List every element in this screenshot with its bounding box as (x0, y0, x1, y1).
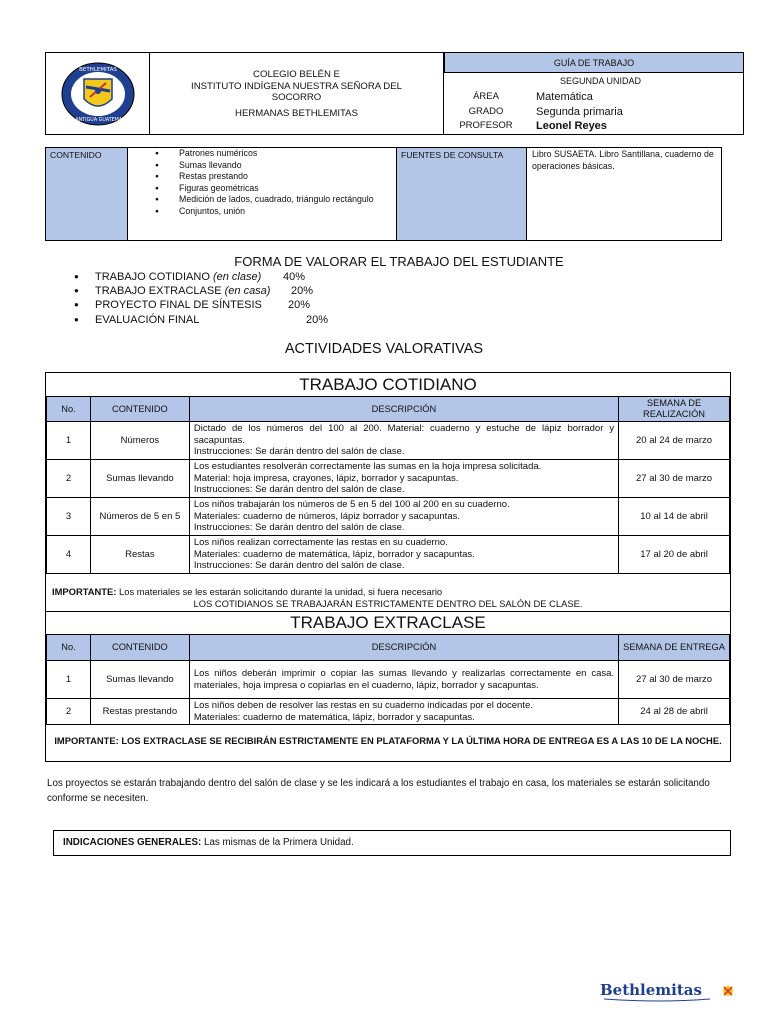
extraclase-title: TRABAJO EXTRACLASE (290, 613, 486, 632)
header-semana: SEMANA DE REALIZACIÓN (619, 397, 730, 422)
contenido-list-cell (128, 148, 397, 240)
school-name-cell (150, 53, 444, 134)
contenido-item: ● Patrones numéricos (155, 148, 405, 160)
bethlemitas-logo-icon (600, 980, 740, 1004)
desc-line: Materiales: cuaderno de matemática, lápiz, borrador y sacapuntas. (193, 548, 475, 560)
valorar-item-pct: 20% (288, 299, 311, 312)
contenido-item: ● Conjuntos, unión (155, 206, 405, 218)
table-row (47, 536, 730, 574)
row-no: 1 (47, 661, 91, 699)
valorar-item-note: (en casa) (224, 285, 271, 298)
header-contenido: CONTENIDO (90, 635, 189, 661)
desc-line: Dictado de los números del 100 al 200. Material: cuaderno y estuche de lápiz borrador y sacapuntas. (193, 423, 615, 446)
desc-line: Material: hoja impresa, crayones, lápiz, borrador y sacapuntas. (193, 472, 459, 484)
table-header-row (47, 397, 730, 422)
desc-line: Instrucciones: Se darán dentro del salón de clase. (193, 560, 405, 572)
actividades-frame (45, 372, 731, 762)
row-semana: 10 al 14 de abril (619, 498, 730, 536)
row-semana: 24 al 28 de abril (619, 699, 730, 725)
header-no: No. (47, 397, 91, 422)
cotidiano-table (46, 396, 730, 574)
footer-logo (600, 980, 740, 1004)
desc-line: Instrucciones: Se darán dentro del salón de clase. (193, 484, 405, 496)
row-contenido: Sumas llevando (90, 661, 189, 699)
contenido-item: ● Figuras geométricas (155, 183, 405, 195)
profesor-value: Leonel Reyes (536, 120, 607, 132)
row-descripcion (189, 460, 618, 498)
valorar-item-label: PROYECTO FINAL DE SÍNTESIS (95, 299, 262, 312)
cotidiano-importante (46, 586, 730, 597)
row-no: 1 (47, 422, 91, 460)
row-contenido: Restas prestando (90, 699, 189, 725)
guia-title: GUÍA DE TRABAJO (444, 53, 743, 73)
row-semana: 27 al 30 de marzo (619, 460, 730, 498)
row-contenido: Sumas llevando (90, 460, 189, 498)
school-logo-cell (46, 53, 150, 134)
row-no: 2 (47, 460, 91, 498)
section-divider (46, 611, 730, 612)
contenido-table (45, 147, 722, 241)
grado-label: GRADO (468, 106, 504, 117)
header-contenido: CONTENIDO (90, 397, 189, 422)
valorar-item-pct: 20% (291, 285, 314, 298)
footer-logo-text: Bethlemitas (600, 981, 702, 999)
school-sub: HERMANAS BETHLEMITAS (235, 107, 358, 119)
desc-line: Materiales: cuaderno de matemática, lápiz, borrador y sacapuntas. (193, 711, 475, 723)
contenido-list (128, 148, 396, 218)
school-crest-icon (46, 53, 150, 134)
row-descripcion (189, 422, 618, 460)
desc-line: Los niños trabajarán los números de 5 en 5 del 100 al 200 en su cuaderno. (193, 499, 510, 511)
area-value: Matemática (536, 91, 593, 103)
valorar-item-label: EVALUACIÓN FINAL (95, 313, 200, 326)
fuentes-value: Libro SUSAETA. Libro Santillana, cuaderno de operaciones básicas. (532, 149, 714, 171)
valorar-item-pct: 20% (306, 313, 329, 326)
logo-text-top: BETHLEMITAS (79, 67, 117, 73)
table-row (47, 498, 730, 536)
table-header-row (47, 635, 730, 661)
valorar-item-pct: 40% (283, 271, 306, 283)
row-no: 3 (47, 498, 91, 536)
table-row (47, 699, 730, 725)
importante-text: Los materiales se les estarán solicitando durante la unidad, si fuera necesario (119, 586, 443, 597)
row-semana: 27 al 30 de marzo (619, 661, 730, 699)
area-label: ÁREA (473, 91, 499, 102)
school-line1: COLEGIO BELÉN E (253, 69, 340, 80)
cotidiano-title: TRABAJO COTIDIANO (299, 375, 477, 394)
valorar-item-label: TRABAJO EXTRACLASE (95, 285, 222, 298)
table-row (47, 460, 730, 498)
school-line2: INSTITUTO INDÍGENA NUESTRA SEÑORA DEL (191, 80, 402, 92)
row-descripcion (189, 699, 618, 725)
contenido-label: CONTENIDO (46, 148, 128, 240)
row-descripcion (189, 498, 618, 536)
contenido-item: ● Sumas llevando (155, 160, 405, 172)
contenido-item: ● Medición de lados, cuadrado, triángulo rectángulo (155, 194, 405, 206)
row-descripcion (189, 536, 618, 574)
header-descripcion: DESCRIPCIÓN (189, 635, 618, 661)
valorar-list (74, 270, 329, 327)
proyectos-text: Los proyectos se estarán trabajando dentro del salón de clase y se les indicará a los estudiantes el trabajo en casa, los materiales se estarán solicitando conforme se necesiten. (47, 778, 710, 804)
extraclase-table (46, 634, 730, 725)
valorar-title: FORMA DE VALORAR EL TRABAJO DEL ESTUDIANTE (234, 254, 564, 269)
header-semana: SEMANA DE ENTREGA (619, 635, 730, 661)
desc-line: Materiales: cuaderno de números, lápiz borrador y sacapuntas. (193, 510, 460, 522)
indicaciones-box (53, 830, 731, 856)
valorar-item (74, 270, 306, 284)
importante-label: IMPORTANTE: (52, 586, 117, 597)
desc-line: Instrucciones: Se darán dentro del salón de clase. (193, 522, 405, 534)
cotidiano-importante-caps: LOS COTIDIANOS SE TRABAJARÁN ESTRICTAMENTE DENTRO DEL SALÓN DE CLASE. (193, 598, 583, 609)
actividades-title: ACTIVIDADES VALORATIVAS (284, 341, 484, 357)
row-contenido: Números de 5 en 5 (90, 498, 189, 536)
header-no: No. (47, 635, 91, 661)
valorar-item-note: (en clase) (212, 271, 262, 283)
row-descripcion (189, 661, 618, 699)
row-semana: 20 al 24 de marzo (619, 422, 730, 460)
school-line3: SOCORRO (271, 92, 322, 103)
valorar-item (74, 313, 329, 327)
guide-info-cell (444, 53, 743, 134)
extraclase-importante: IMPORTANTE: LOS EXTRACLASE SE RECIBIRÁN ESTRICTAMENTE EN PLATAFORMA Y LA ÚLTIMA HORA DE ENTREGA ES A LAS 10 DE LA NOCHE. (54, 735, 722, 746)
row-no: 2 (47, 699, 91, 725)
header-descripcion: DESCRIPCIÓN (189, 397, 618, 422)
valorar-item-label: TRABAJO COTIDIANO (95, 271, 210, 283)
desc-line: Los niños deben de resolver las restas en su cuaderno indicadas por el docente. (193, 700, 533, 711)
table-row (47, 661, 730, 699)
unidad-title: SEGUNDA UNIDAD (559, 76, 641, 86)
contenido-item: ● Restas prestando (155, 171, 405, 183)
table-row (47, 422, 730, 460)
indicaciones-label: INDICACIONES GENERALES: (63, 837, 202, 848)
desc-line: Los niños realizan correctamente las restas en su cuaderno. (193, 537, 448, 549)
valorar-item (74, 284, 314, 298)
desc-line: Instrucciones: Se darán dentro del salón de clase. (193, 446, 405, 458)
valorar-item (74, 298, 311, 312)
row-contenido: Números (90, 422, 189, 460)
logo-text-bottom: LA ANTIGUA GUATEMALA (67, 118, 129, 123)
row-contenido: Restas (90, 536, 189, 574)
grado-value: Segunda primaria (536, 106, 623, 118)
row-no: 4 (47, 536, 91, 574)
fuentes-label: FUENTES DE CONSULTA (397, 148, 527, 240)
desc-line: Los estudiantes resolverán correctamente las sumas en la hoja impresa solicitada. (193, 461, 542, 473)
profesor-label: PROFESOR (459, 120, 513, 131)
document-header (45, 52, 744, 135)
desc-line: Los niños deberán imprimir o copiar las sumas llevando y realizarlas correctamente en casa. materiales, hoja impresa o copiarlas en el cuaderno, lápiz, borrador y sacapuntas. (193, 668, 615, 691)
row-semana: 17 al 20 de abril (619, 536, 730, 574)
indicaciones-text: Las mismas de la Primera Unidad. (204, 837, 354, 848)
